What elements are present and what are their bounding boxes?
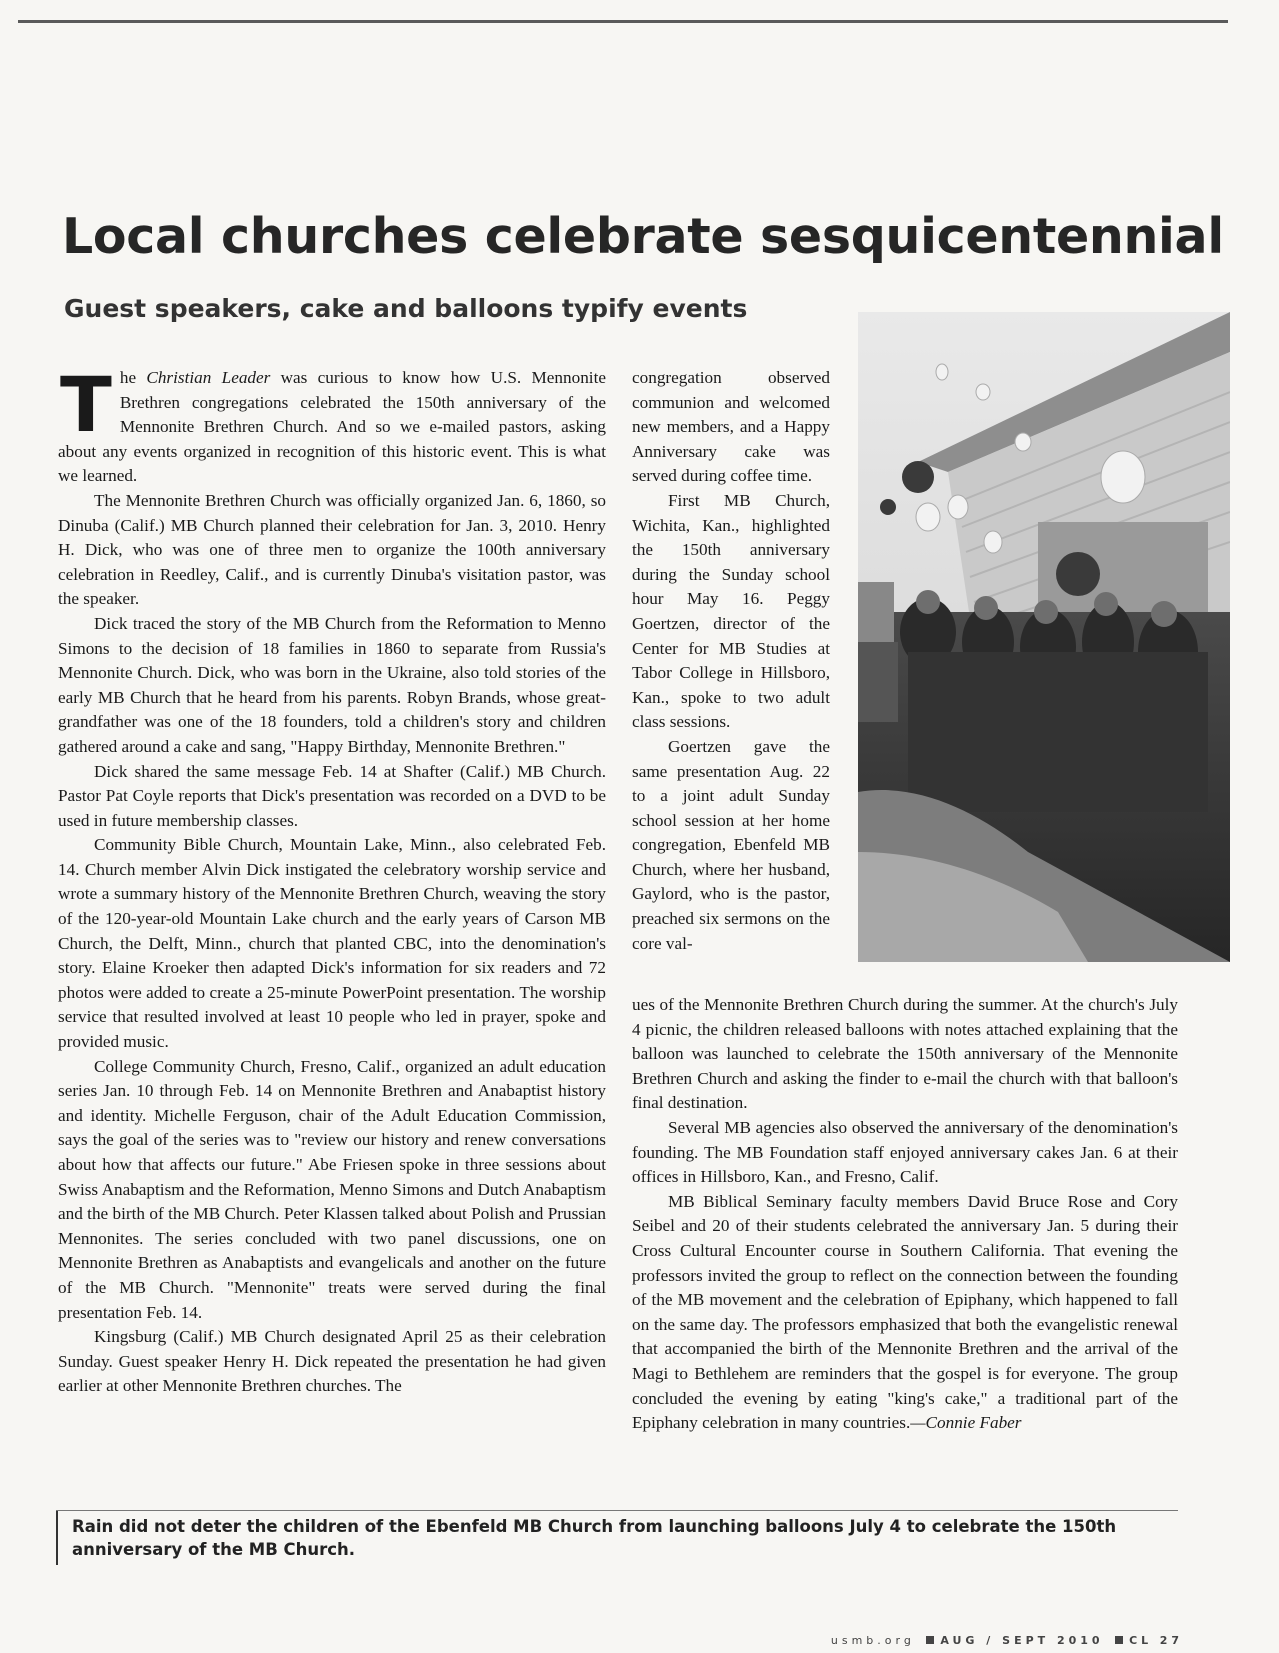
closing-paragraph: MB Biblical Seminary faculty members David Bruce Rose and Cory Seibel and 20 of their students celebrated the anniversary Jan. 5 during their Cross Cultural Encounter course in Southern California. That evening the professors invited the group to reflect on the connection between the founding of the MB movement and the celebration of Epiphany, which happened to fall on the same day. The professors emphasized that both the evangelistic renewal that accompanied the birth of the Mennonite Brethren and the arrival of the Magi to Bethlehem are reminders that the gospel is for everyone. The group concluded the evening by eating "king's cake," a traditional part of the Epiphany celebration in many countries.—Connie Faber [632,1191,1178,1433]
intro-paragraph: The Christian Leader was curious to know how U.S. Mennonite Brethren congregations celebrated the 150th anniversary of the Mennonite Brethren Church. And so we e-mailed pastors, asking about any events organized in recognition of this historic event. This is what we learned. [58,360,606,486]
headline: Local churches celebrate sesquicentennial [62,208,1224,265]
paragraph: Community Bible Church, Mountain Lake, Minn., also celebrated Feb. 14. Church member Alvin Dick instigated the celebratory worship service and wrote a summary history of the Mennonite Brethren Church, weaving the story of the 120-year-old Mountain Lake church and the early years of Carson MB Church, the Delft, Minn., church that planted CBC, into the denomination's story. Elaine Kroeker then adapted Dick's information for six readers and 72 photos were added to create a 25-minute PowerPoint presentation. The worship service that resulted involved at least 10 people who led in prayer, spoke and provided music. [58,835,606,1052]
drop-cap: T [60,360,112,449]
photo-caption: Rain did not deter the children of the Ebenfeld MB Church from launching balloons July 4 to celebrate the 150th anniversary of the MB Church. [72,1517,1117,1559]
separator-square-icon [926,1636,934,1644]
paragraph: College Community Church, Fresno, Calif., organized an adult education series Jan. 10 through Feb. 14 on Mennonite Brethren and Anabaptist history and identity. Michelle Ferguson, chair of the Adult Education Commission, says the goal of the series was to "review our history and renew conversations about how that affects our future." Abe Friesen spoke in three sessions about Swiss Anabaptism and the Reformation, Menno Simons and Dutch Anabaptism and the birth of the MB Church. Peter Klassen talked about Polish and Prussian Mennonites. The series concluded with two panel discussions, one on Mennonite Brethren as Anabaptists and evangelicals and another on the future of the MB Church. "Mennonite" treats were served during the final presentation Feb. 14. [58,1056,606,1322]
article-column-middle [632,366,830,956]
paragraph: congregation observed communion and welcomed new members, and a Happy Anniversary cake was served during coffee time. [632,368,830,486]
article-column-bottom [632,993,1178,1436]
paragraph: ues of the Mennonite Brethren Church during the summer. At the church's July 4 picnic, the children released balloons with notes attached explaining that the balloon was launched to celebrate the 150th anniversary of the Mennonite Brethren Church and asking the finder to e-mail the church with that balloon's final destination. [632,995,1178,1113]
paragraph: Dick traced the story of the MB Church from the Reformation to Menno Simons to the decision of 18 families in 1860 to separate from Russia's Mennonite Church. Dick, who was born in the Ukraine, also told stories of the early MB Church that he heard from his parents. Robyn Brands, whose great-grandfather was one of the 18 founders, told a children's story and children gathered around a cake and sang, "Happy Birthday, Mennonite Brethren." [58,613,606,756]
paragraph: Several MB agencies also observed the anniversary of the denomination's founding. The MB Foundation staff enjoyed anniversary cakes Jan. 6 at their offices in Hillsboro, Kan., and Fresno, Calif. [632,1117,1178,1187]
photo-illustration [858,312,1230,962]
publication-name: Christian Leader [146,368,271,387]
page-number: 27 [1159,1634,1183,1647]
footer-issue: AUG / SEPT 2010 [940,1634,1104,1647]
byline: —Connie Faber [910,1413,1022,1433]
footer-magazine: CL [1129,1634,1153,1647]
paragraph: Kingsburg (Calif.) MB Church designated April 25 as their celebration Sunday. Guest speaker Henry H. Dick repeated the presentation he had given earlier at other Mennonite Brethren churches. The [58,1327,606,1396]
balloon-launch-photo [858,312,1230,962]
paragraph: First MB Church, Wichita, Kan., highlighted the 150th anniversary during the Sunday school hour May 16. Peggy Goertzen, director of the Center for MB Studies at Tabor College in Hillsboro, Kan., spoke to two adult class sessions. [632,490,830,732]
paragraph: Dick shared the same message Feb. 14 at Shafter (Calif.) MB Church. Pastor Pat Coyle reports that Dick's presentation was recorded on a DVD to be used in future membership classes. [58,761,606,830]
footer-site: usmb.org [830,1634,915,1647]
paragraph: The Mennonite Brethren Church was officially organized Jan. 6, 1860, so Dinuba (Calif.) MB Church planned their celebration for Jan. 3, 2010. Henry H. Dick, who was one of three men to organize the 100th anniversary celebration in Reedley, Calif., and is currently Dinuba's visitation pastor, was the speaker. [58,490,606,609]
separator-square-icon [1115,1636,1123,1644]
subhead: Guest speakers, cake and balloons typify events [64,294,748,323]
photo-caption-box [56,1511,1192,1565]
paragraph: Goertzen gave the same presentation Aug. 22 to a joint adult Sunday school session at her home congregation, Ebenfeld MB Church, where her husband, Gaylord, who is the pastor, preached six sermons on the core val- [632,736,830,953]
top-rule [18,20,1228,23]
page-footer [831,1634,1183,1647]
article-column-left [58,360,606,1399]
